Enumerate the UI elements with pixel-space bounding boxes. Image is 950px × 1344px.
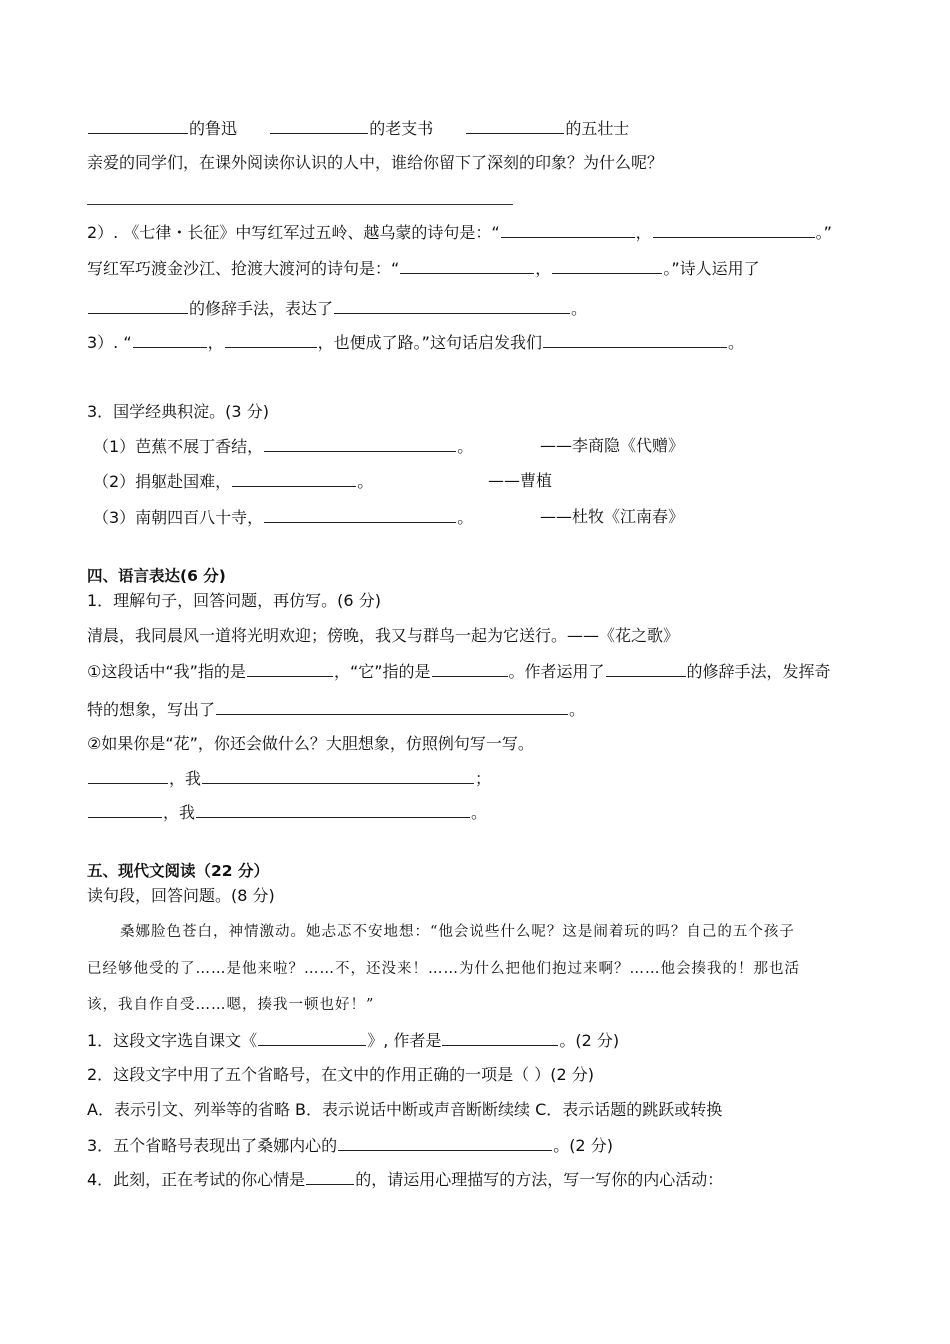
answer-blank[interactable] — [432, 660, 508, 677]
text: 的，请运用心理描写的方法，写一写你的内心活动： — [355, 1170, 724, 1189]
question-line — [87, 1134, 613, 1157]
analysis-line — [87, 698, 585, 721]
answer-blank[interactable] — [653, 221, 815, 238]
text: 的老支书 — [369, 119, 434, 138]
answer-blank[interactable] — [543, 331, 727, 348]
analysis-line — [87, 660, 831, 683]
text: 。(2 分) — [559, 1031, 620, 1050]
text: （3）南朝四百八十寺， — [93, 508, 264, 527]
answer-blank[interactable] — [264, 506, 456, 523]
quote-text: 清晨，我同晨风一道将光明欢迎；傍晚，我又与群鸟一起为它送行。——《花之歌》 — [87, 626, 680, 645]
text: 。 — [727, 333, 744, 352]
answer-blank[interactable] — [606, 660, 686, 677]
poem-question-line — [87, 221, 832, 244]
prompt-text: ②如果你是“花”，你还会做什么？大胆想象，仿照例句写一写。 — [87, 734, 534, 753]
text: （1）芭蕉不展丁香结， — [93, 437, 264, 456]
answer-blank[interactable] — [88, 767, 168, 784]
text: 的修辞手法，发挥奇 — [686, 662, 831, 681]
text: 。作者运用了 — [508, 662, 605, 681]
text: 。 — [471, 803, 488, 822]
text: ； — [475, 769, 492, 788]
text: 。 — [571, 299, 588, 318]
passage-line: 已经够他受的了……是他来啦？……不，还没来！……为什么把他们抱过来啊？……他会揍我的！那也活 — [87, 961, 800, 977]
text: 。 — [457, 437, 474, 456]
text: 3）. “ — [87, 333, 132, 352]
text: ，也便成了路。”这句话启发我们 — [317, 333, 542, 352]
answer-line[interactable] — [87, 204, 513, 205]
answer-blank[interactable] — [88, 801, 162, 818]
prompt-text: 亲爱的同学们，在课外阅读你认识的人中，谁给你留下了深刻的印象？为什么呢？ — [87, 153, 664, 172]
fill-in-names-line — [87, 117, 629, 140]
text: 2）. 《七律・长征》中写红军过五岭、越乌蒙的诗句是：“ — [87, 223, 500, 242]
passage-line: 桑娜脸色苍白，神情激动。她忐忑不安地想：“他会说些什么呢？这是闹着玩的吗？自己的五个孩子 — [120, 924, 795, 940]
section-heading: 五、现代文阅读（22 分） — [87, 862, 269, 880]
answer-blank[interactable] — [232, 470, 356, 487]
answer-blank[interactable] — [216, 698, 568, 715]
answer-blank[interactable] — [270, 117, 368, 134]
text: ， — [207, 333, 224, 352]
answer-blank[interactable] — [202, 767, 474, 784]
answer-blank[interactable] — [258, 1029, 366, 1046]
question-line: 2．这段文字中用了五个省略号，在文中的作用正确的一项是（ ）(2 分) — [87, 1065, 595, 1084]
poem-source: ——曹植 — [488, 471, 553, 490]
poem-fill-line — [93, 435, 473, 458]
text: ， — [635, 223, 652, 242]
text: ， — [535, 259, 552, 278]
text: 的修辞手法，表达了 — [189, 299, 334, 318]
answer-blank[interactable] — [225, 331, 317, 348]
answer-blank[interactable] — [466, 117, 564, 134]
text: 。 — [357, 472, 374, 491]
text: 。” — [815, 223, 832, 242]
answer-blank[interactable] — [552, 257, 662, 274]
text: 》, 作者是 — [367, 1031, 442, 1050]
answer-blank[interactable] — [88, 117, 188, 134]
choice-options: A．表示引文、列举等的省略 B．表示说话中断或声音断断续续 C．表示话题的跳跃或转换 — [87, 1100, 723, 1119]
answer-blank[interactable] — [133, 331, 207, 348]
text: 。 — [569, 700, 586, 719]
text: 。(2 分) — [553, 1136, 613, 1155]
poem-question-line — [87, 257, 760, 280]
text: 写红军巧渡金沙江、抢渡大渡河的诗句是：“ — [87, 259, 400, 278]
text: 的五壮士 — [565, 119, 630, 138]
rhetoric-line — [87, 297, 587, 320]
text: 3．五个省略号表现出了桑娜内心的 — [87, 1136, 338, 1155]
question-line — [87, 1029, 619, 1052]
imitation-line — [87, 801, 487, 824]
answer-blank[interactable] — [264, 435, 456, 452]
answer-blank[interactable] — [196, 801, 470, 818]
question-line — [87, 1168, 723, 1191]
poem-source: ——杜牧《江南春》 — [540, 507, 685, 526]
answer-blank[interactable] — [334, 297, 570, 314]
text: ①这段话中“我”指的是 — [87, 662, 246, 681]
answer-blank[interactable] — [306, 1168, 354, 1185]
text: （2）捐躯赴国难， — [93, 472, 232, 491]
section-heading: 四、语言表达(6 分) — [87, 567, 226, 585]
text: 。”诗人运用了 — [663, 259, 760, 278]
text: 1．这段文字选自课文《 — [87, 1031, 258, 1050]
answer-blank[interactable] — [442, 1029, 558, 1046]
imitation-line — [87, 767, 491, 790]
answer-blank[interactable] — [88, 297, 188, 314]
answer-blank[interactable] — [338, 1134, 552, 1151]
answer-blank[interactable] — [400, 257, 534, 274]
question-heading: 3．国学经典积淀。(3 分) — [87, 402, 269, 421]
text: 特的想象，写出了 — [87, 700, 216, 719]
passage-line: 该，我自作自受……嗯，揍我一顿也好！” — [87, 997, 375, 1013]
poem-source: ——李商隐《代赠》 — [540, 436, 685, 455]
text: ，我 — [163, 803, 196, 822]
poem-fill-line — [93, 506, 473, 529]
text: ，我 — [169, 769, 202, 788]
road-quote-line — [87, 331, 744, 354]
text: 4．此刻，正在考试的你心情是 — [87, 1170, 306, 1189]
text: 。 — [457, 508, 474, 527]
question-heading: 1．理解句子，回答问题，再仿写。(6 分) — [87, 591, 381, 610]
question-heading: 读句段，回答问题。(8 分) — [87, 886, 275, 905]
poem-fill-line — [93, 470, 373, 493]
answer-blank[interactable] — [247, 660, 333, 677]
text: ，“它”指的是 — [333, 662, 431, 681]
text: 的鲁迅 — [189, 119, 238, 138]
answer-blank[interactable] — [501, 221, 635, 238]
